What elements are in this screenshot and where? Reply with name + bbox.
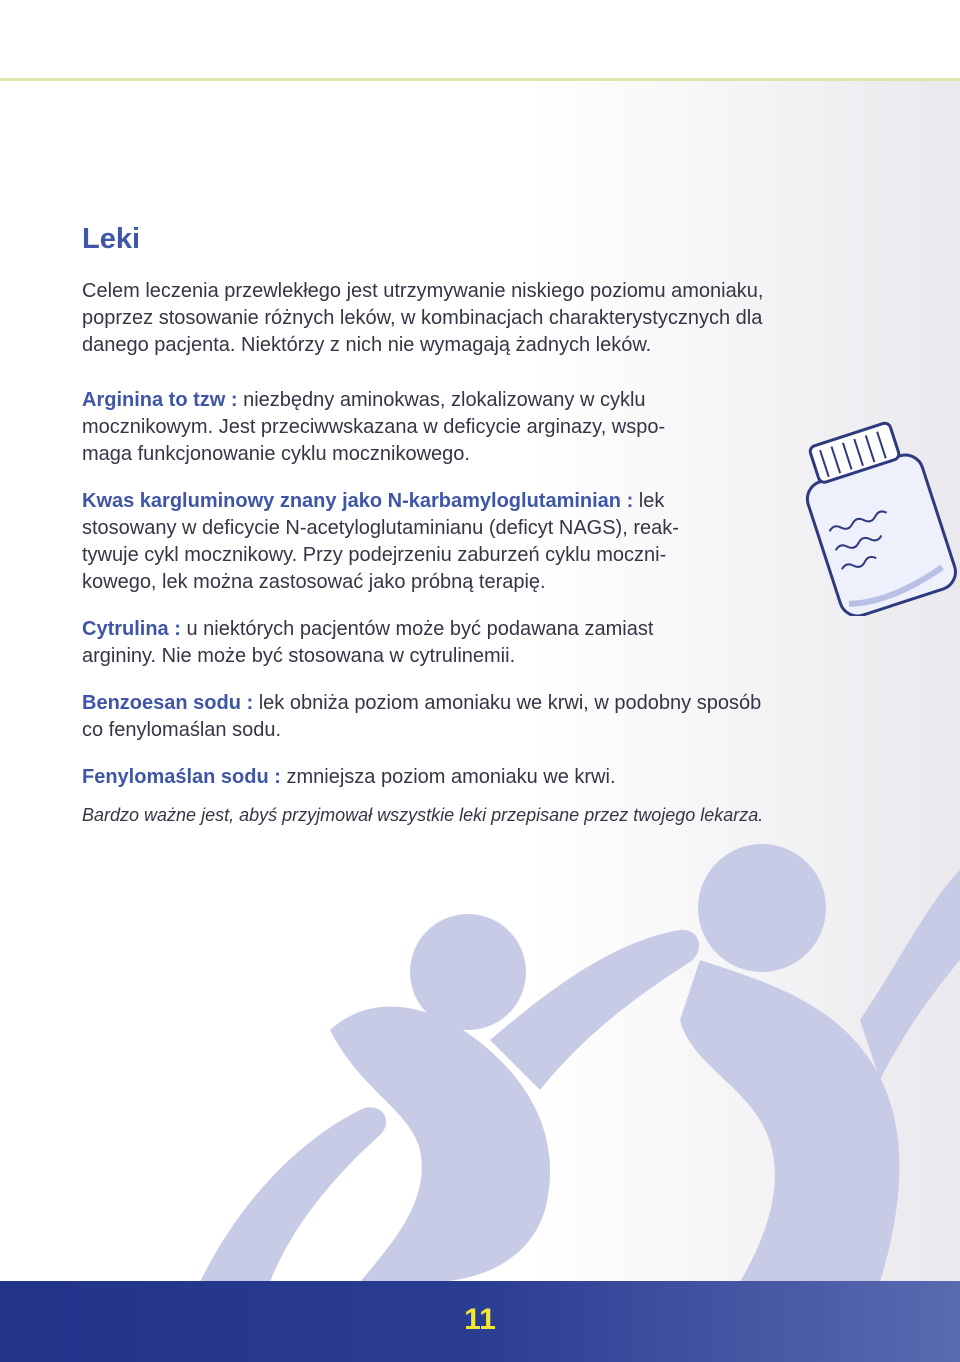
benzoesan-term: Benzoesan sodu : <box>82 692 254 714</box>
main-content <box>82 222 882 845</box>
kwas-line-3: tywuje cykl mocznikowy. Przy podejrzeniu zaburzeń cyklu moczni- <box>82 544 667 566</box>
intro-line-3: danego pacjenta. Niektórzy z nich nie wymagają żadnych leków. <box>82 334 652 356</box>
benzoesan-line-1: lek obniża poziom amoniaku we krwi, w podobny sposób <box>253 692 762 714</box>
intro-line-1: Celem leczenia przewlekłego jest utrzymywanie niskiego poziomu amoniaku, <box>82 280 764 302</box>
intro-line-2: poprzez stosowanie różnych leków, w kombinacjach charakterystycznych dla <box>82 307 763 329</box>
figure-arm-right <box>860 870 960 1080</box>
arginina-line-3: maga funkcjonowanie cyklu mocznikowego. <box>82 443 470 465</box>
arginina-paragraph <box>82 387 882 468</box>
intro-paragraph <box>82 278 882 359</box>
cytrulina-paragraph <box>82 616 882 670</box>
figure-head-left <box>410 914 526 1030</box>
figure-body-right <box>680 960 899 1282</box>
important-note: Bardzo ważne jest, abyś przyjmował wszystkie leki przepisane przez twojego lekarza. <box>82 805 764 825</box>
fenylomaslan-line-1: zmniejsza poziom amoniaku we krwi. <box>280 766 616 788</box>
kwas-term: Kwas kargluminowy znany jako N-karbamyloglutaminian : <box>82 490 634 512</box>
kwas-line-4: kowego, lek można zastosować jako próbną terapię. <box>82 571 546 593</box>
kwas-line-2: stosowany w deficycie N-acetyloglutaminianu (deficyt NAGS), reak- <box>82 517 679 539</box>
fenylomaslan-paragraph <box>82 764 882 791</box>
figure-arm-lower <box>200 1107 386 1282</box>
benzoesan-line-2: co fenylomaślan sodu. <box>82 719 282 741</box>
fenylomaslan-term: Fenylomaślan sodu : <box>82 766 281 788</box>
page-title: Leki <box>82 223 141 255</box>
footer-bar <box>0 1281 960 1362</box>
arginina-line-1: niezbędny aminokwas, zlokalizowany w cyklu <box>237 389 646 411</box>
benzoesan-paragraph <box>82 690 882 744</box>
arginina-line-2: mocznikowym. Jest przeciwwskazana w deficycie arginazy, wspo- <box>82 416 666 438</box>
page-number: 11 <box>464 1303 496 1336</box>
cytrulina-line-2: argininy. Nie może być stosowana w cytrulinemii. <box>82 645 516 667</box>
kwas-paragraph <box>82 488 882 596</box>
cytrulina-line-1: u niektórych pacjentów może być podawana zamiast <box>180 618 654 640</box>
figure-head-right <box>698 844 826 972</box>
kwas-line-1: lek <box>633 490 665 512</box>
arginina-term: Arginina to tzw : <box>82 389 238 411</box>
cytrulina-term: Cytrulina : <box>82 618 181 640</box>
